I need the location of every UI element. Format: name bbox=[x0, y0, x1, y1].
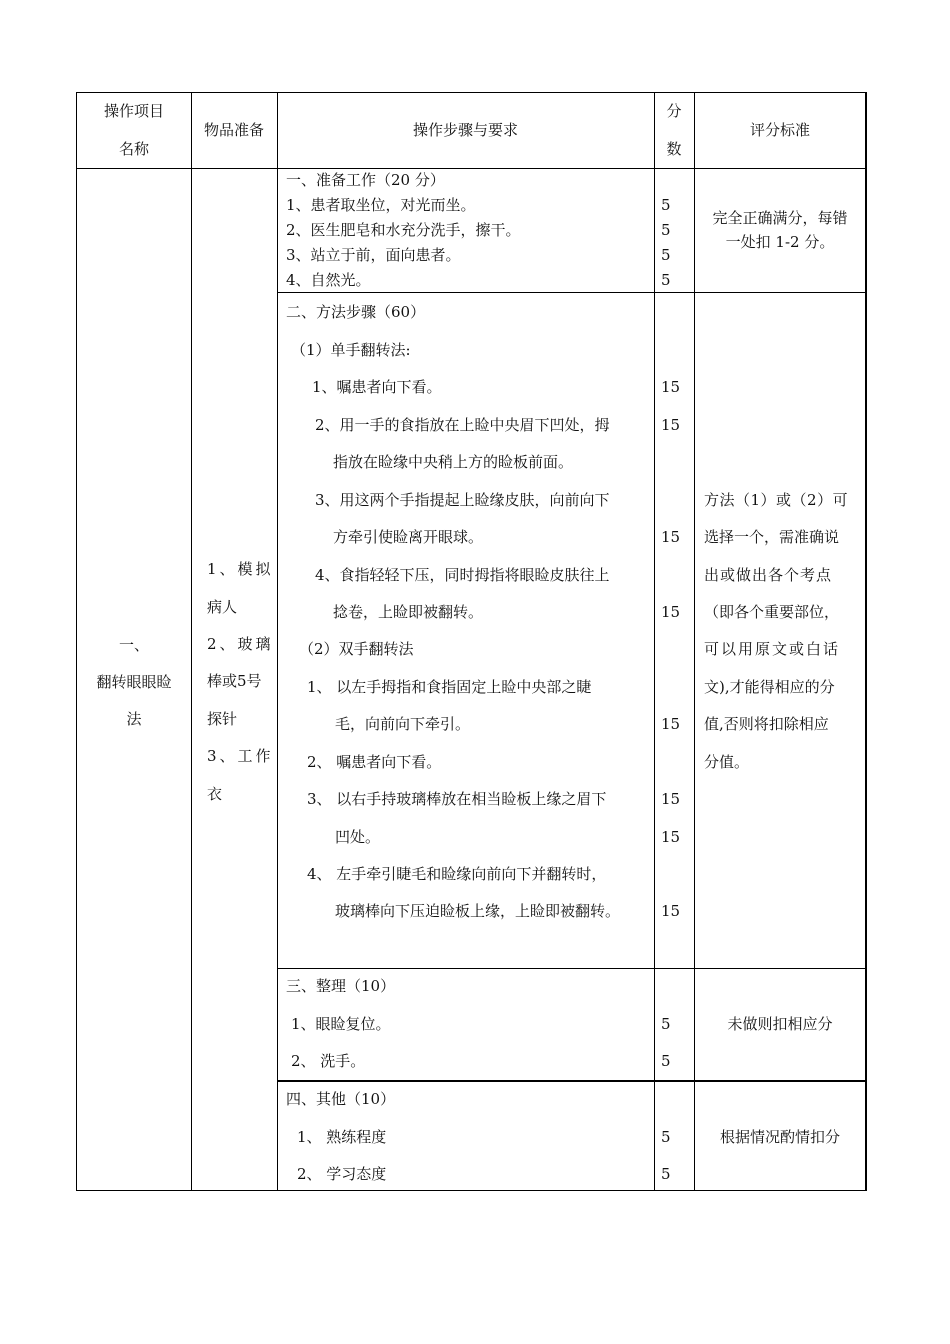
header-score-line1: 分 bbox=[666, 102, 682, 120]
section2-step: 凹处。 bbox=[335, 828, 381, 846]
column-divider bbox=[654, 93, 655, 1190]
section2-step: 指放在睑缘中央稍上方的睑板前面。 bbox=[333, 453, 574, 471]
section2-score: 15 bbox=[661, 378, 681, 396]
section2-step: 3、用这两个手指提起上睑缘皮肤，向前向下 bbox=[315, 491, 610, 509]
section1-step: 1、患者取坐位，对光而坐。 bbox=[286, 196, 476, 214]
section3-step: 2、 洗手。 bbox=[291, 1052, 366, 1070]
section1-score: 5 bbox=[661, 196, 671, 214]
materials-line: 2、玻璃 bbox=[207, 635, 274, 653]
section2-step: 玻璃棒向下压迫睑板上缘，上睑即被翻转。 bbox=[335, 902, 621, 920]
header-name-line2: 名称 bbox=[118, 140, 149, 158]
section2-step: 毛，向前向下牵引。 bbox=[335, 715, 471, 733]
row-divider bbox=[277, 1080, 865, 1082]
section2-criteria-line: （即各个重要部位， bbox=[704, 603, 840, 621]
section2-score: 15 bbox=[661, 416, 681, 434]
row-divider bbox=[277, 968, 865, 969]
section2-criteria-line: 文),才能得相应的分 bbox=[704, 678, 835, 696]
section2-sub1-title: （1）单手翻转法: bbox=[291, 341, 411, 359]
section2-score: 15 bbox=[661, 528, 681, 546]
section3-criteria: 未做则扣相应分 bbox=[727, 1015, 833, 1033]
section4-score: 5 bbox=[661, 1128, 671, 1146]
item-name-line3: 法 bbox=[126, 710, 142, 728]
section1-score: 5 bbox=[661, 246, 671, 264]
section2-step: 1、 以左手拇指和食指固定上睑中央部之睫 bbox=[307, 678, 592, 696]
header-criteria: 评分标准 bbox=[749, 121, 810, 139]
section3-title: 三、整理（10） bbox=[286, 977, 396, 995]
section2-step: 4、食指轻轻下压，同时拇指将眼睑皮肤往上 bbox=[315, 566, 610, 584]
section2-step: 捻卷，上睑即被翻转。 bbox=[333, 603, 484, 621]
section2-score: 15 bbox=[661, 902, 681, 920]
section4-criteria: 根据情况酌情扣分 bbox=[719, 1128, 840, 1146]
section2-score: 15 bbox=[661, 603, 681, 621]
section1-title: 一、准备工作（20 分） bbox=[286, 171, 445, 189]
section2-score: 15 bbox=[661, 828, 681, 846]
section2-step: 4、 左手牵引睫毛和睑缘向前向下并翻转时， bbox=[307, 865, 607, 883]
item-name-line1: 一、 bbox=[118, 636, 149, 654]
section1-step: 3、站立于前，面向患者。 bbox=[286, 246, 461, 264]
column-divider bbox=[277, 93, 278, 1190]
section2-step: 1、嘱患者向下看。 bbox=[312, 378, 442, 396]
section3-score: 5 bbox=[661, 1015, 671, 1033]
section4-score: 5 bbox=[661, 1165, 671, 1183]
section4-step: 2、 学习态度 bbox=[297, 1165, 387, 1183]
section2-score: 15 bbox=[661, 715, 681, 733]
section2-score: 15 bbox=[661, 790, 681, 808]
section2-step: 2、用一手的食指放在上睑中央眉下凹处，拇 bbox=[315, 416, 610, 434]
section1-step: 4、自然光。 bbox=[286, 271, 371, 289]
section1-score: 5 bbox=[661, 221, 671, 239]
section3-score: 5 bbox=[661, 1052, 671, 1070]
materials-line: 衣 bbox=[207, 785, 223, 803]
section4-title: 四、其他（10） bbox=[286, 1090, 396, 1108]
section2-criteria-line: 可以用原文或白话 bbox=[704, 640, 841, 658]
section1-criteria-line1: 完全正确满分，每错 bbox=[712, 209, 848, 227]
header-divider bbox=[77, 168, 865, 169]
section2-title: 二、方法步骤（60） bbox=[286, 303, 426, 321]
header-name-line1: 操作项目 bbox=[103, 102, 164, 120]
section1-score: 5 bbox=[661, 271, 671, 289]
section2-criteria-line: 方法（1）或（2）可 bbox=[704, 491, 849, 509]
section4-step: 1、 熟练程度 bbox=[297, 1128, 387, 1146]
column-divider bbox=[191, 93, 192, 1190]
row-divider bbox=[277, 292, 865, 293]
header-steps: 操作步骤与要求 bbox=[412, 121, 518, 139]
materials-line: 棒或5号 bbox=[207, 672, 262, 690]
materials-line: 探针 bbox=[207, 710, 238, 728]
scoring-table bbox=[76, 92, 867, 1191]
section2-step: 3、 以右手持玻璃棒放在相当睑板上缘之眉下 bbox=[307, 790, 607, 808]
header-materials: 物品准备 bbox=[203, 121, 264, 139]
materials-line: 3、工作 bbox=[207, 747, 274, 765]
item-name-line2: 翻转眼眼睑 bbox=[96, 673, 172, 691]
section1-step: 2、医生肥皂和水充分洗手，擦干。 bbox=[286, 221, 521, 239]
section3-step: 1、眼睑复位。 bbox=[291, 1015, 391, 1033]
section2-criteria-line: 出或做出各个考点 bbox=[704, 566, 833, 584]
section2-criteria-line: 值,否则将扣除相应 bbox=[704, 715, 829, 733]
header-score-line2: 数 bbox=[666, 140, 682, 158]
materials-line: 病人 bbox=[207, 598, 238, 616]
section1-criteria-line2: 一处扣 1-2 分。 bbox=[725, 233, 835, 251]
section2-step: 方牵引使睑离开眼球。 bbox=[333, 528, 484, 546]
section2-criteria-line: 分值。 bbox=[704, 753, 750, 771]
section2-criteria-line: 选择一个，需准确说 bbox=[704, 528, 840, 546]
section2-step: 2、 嘱患者向下看。 bbox=[307, 753, 442, 771]
materials-line: 1、模拟 bbox=[207, 560, 274, 578]
section2-sub2-title: （2）双手翻转法 bbox=[299, 640, 414, 658]
